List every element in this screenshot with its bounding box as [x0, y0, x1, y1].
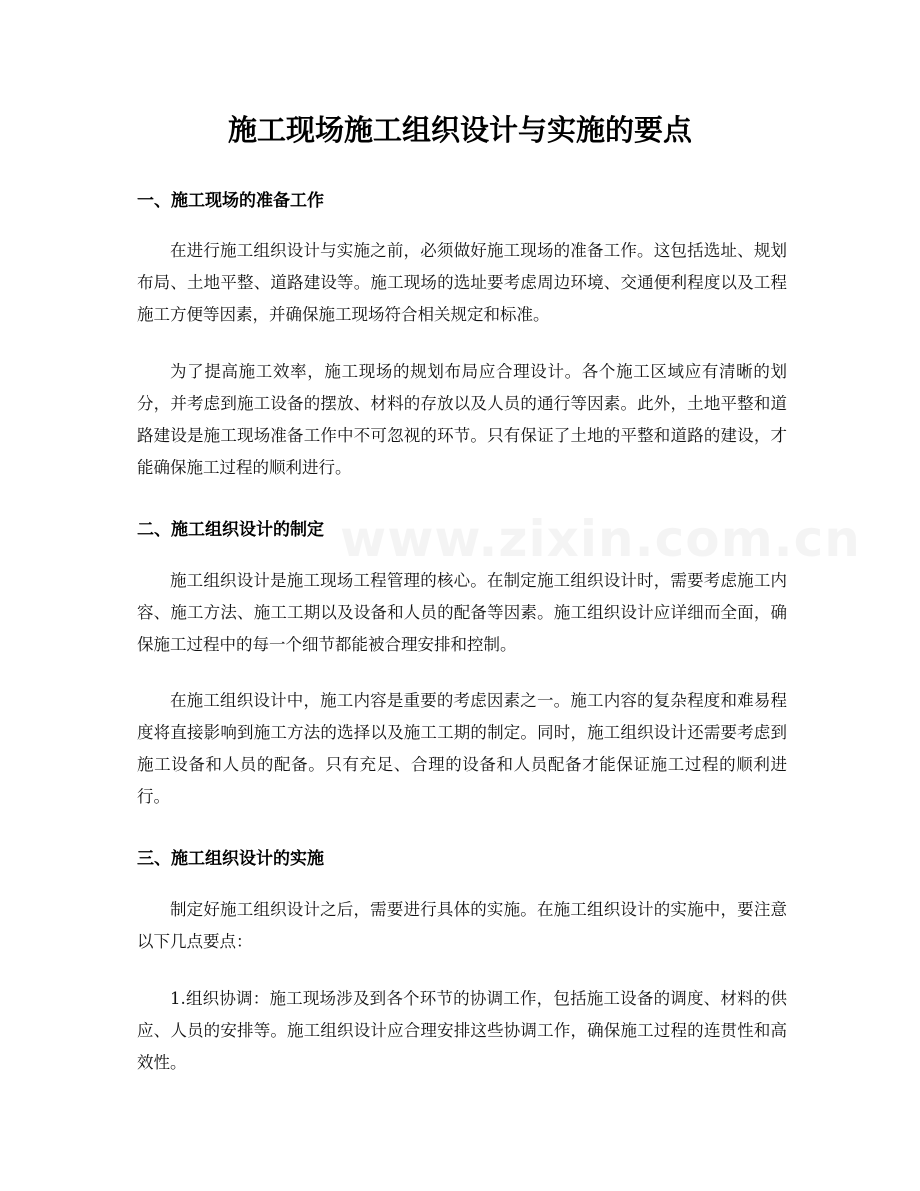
- section-2-paragraph-2: 在施工组织设计中，施工内容是重要的考虑因素之一。施工内容的复杂程度和难易程度将直接影响到施工方法的选择以及施工工期的制定。同时，施工组织设计还需要考虑到施工设备和人员的配备。只有充足、合理的设备和人员配备才能保证施工过程的顺利进行。: [137, 691, 787, 806]
- section-2-paragraph-1: 施工组织设计是施工现场工程管理的核心。在制定施工组织设计时，需要考虑施工内容、施工方法、施工工期以及设备和人员的配备等因素。施工组织设计应详细而全面，确保施工过程中的每一个细节都能被合理安排和控制。: [137, 571, 787, 654]
- section-3-paragraph-2: 1.组织协调：施工现场涉及到各个环节的协调工作，包括施工设备的调度、材料的供应、人员的安排等。施工组织设计应合理安排这些协调工作，确保施工过程的连贯性和高效性。: [137, 989, 787, 1072]
- document-title: 施工现场施工组织设计与实施的要点: [227, 113, 692, 147]
- section-heading-1: 一、施工现场的准备工作: [137, 191, 324, 211]
- section-heading-2: 二、施工组织设计的制定: [137, 520, 324, 540]
- section-3-paragraph-1: 制定好施工组织设计之后，需要进行具体的实施。在施工组织设计的实施中，要注意以下几点要点：: [137, 900, 787, 951]
- section-heading-3: 三、施工组织设计的实施: [137, 849, 324, 869]
- section-1-paragraph-2: 为了提高施工效率，施工现场的规划布局应合理设计。各个施工区域应有清晰的划分，并考虑到施工设备的摆放、材料的存放以及人员的通行等因素。此外，土地平整和道路建设是施工现场准备工作中不可忽视的环节。只有保证了土地的平整和道路的建设，才能确保施工过程的顺利进行。: [137, 362, 787, 477]
- section-1-paragraph-1: 在进行施工组织设计与实施之前，必须做好施工现场的准备工作。这包括选址、规划布局、土地平整、道路建设等。施工现场的选址要考虑周边环境、交通便利程度以及工程施工方便等因素，并确保施工现场符合相关规定和标准。: [137, 241, 787, 324]
